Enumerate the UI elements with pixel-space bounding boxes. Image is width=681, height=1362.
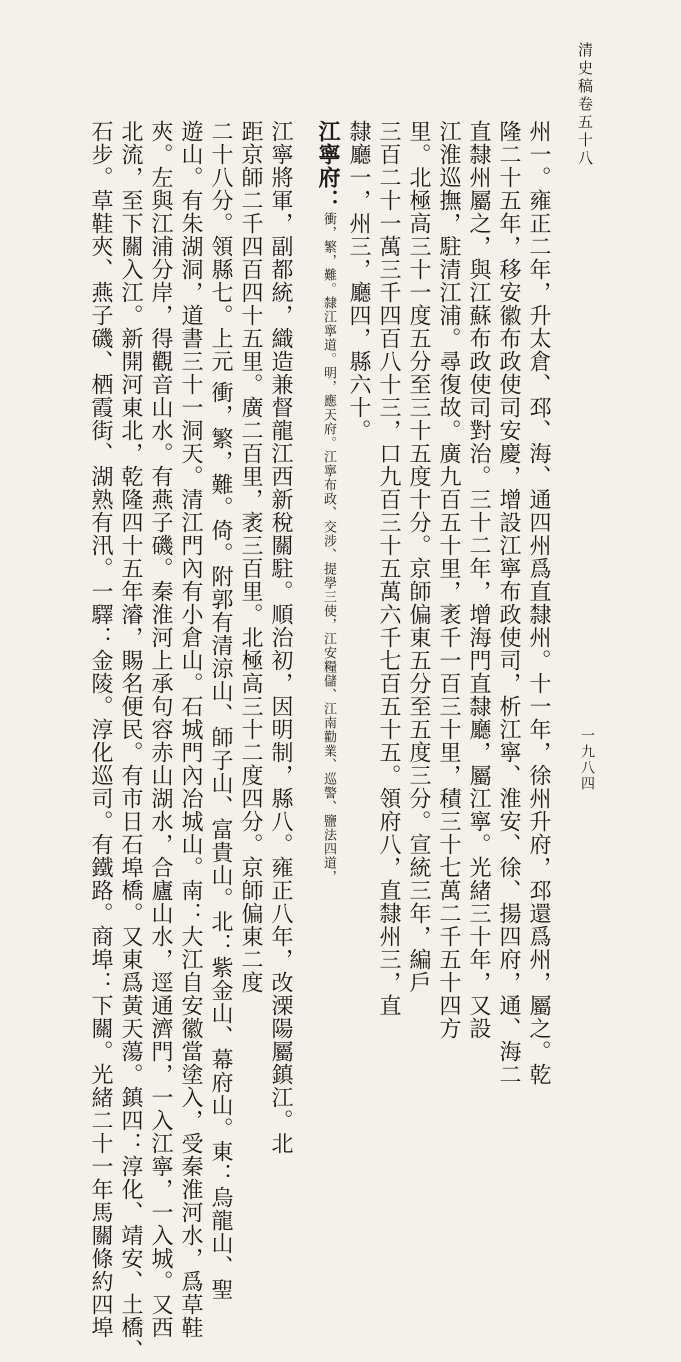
text-column: 隸廳一，州三，廳四，縣六十。 <box>346 120 371 442</box>
page-number: 一九八四 <box>579 728 595 792</box>
section-heading: 江寧府： <box>315 120 341 212</box>
text-column: 夾。左與江浦分岸，得觀音山水。有燕子磯。秦淮河上承句容赤山湖水，合廬山水，逕通濟門，一入江寧，一入城。又西 <box>148 120 173 1339</box>
text-column: 直隸州屬之，與江蘇布政使司對治。三十二年，增海門直隸廳，屬江寧。光緒三十年，又設 <box>466 120 491 1040</box>
section-heading-column <box>313 120 343 980</box>
text-column: 里。北極高三十一度五分至三十五度十分。京師偏東五分至五度三分。宣統三年，編戶 <box>406 120 431 994</box>
body-text <box>73 120 553 1362</box>
text-column: 三百二十一萬三千四百八十三，口九百三十五萬六千七百五十五。領府八，直隸州三，直 <box>376 120 401 1017</box>
text-column: 州一。雍正二年，升太倉、邳、海、通四州爲直隸州。十一年，徐州升府，邳還爲州，屬之。乾 <box>526 120 551 1086</box>
page-header: 清史稿卷五十八 <box>576 42 594 168</box>
text-column: 江寧將軍，副都統，織造兼督龍江西新稅關駐。順治初，因明制，縣八。雍正八年，改溧陽屬鎮江。北 <box>268 120 293 1155</box>
text-column: 距京師二千四百四十五里。廣二百里，袤三百里。北極高三十二度四分。京師偏東二度 <box>238 120 263 994</box>
text-column: 遊山。有朱湖洞，道書三十一洞天。清江門內有小倉山。石城門內冶城山。南：大江自安徽當塗入，受秦淮河水，爲草鞋 <box>178 120 203 1339</box>
text-column: 江淮巡撫，駐清江浦。尋復故。廣九百五十里，袤千一百三十里，積三十七萬二千五十四方 <box>436 120 461 1040</box>
text-column: 石步。草鞋夾、燕子磯、栖霞街、湖熟有汛。一驛：金陵。淳化巡司。有鐵路。商埠：下關。光緒二十一年馬關條約四埠 <box>88 120 113 1339</box>
heading-note: 衝，繁，難。隸江寧道。明，應天府。江寧布政、交涉、提學三使，江安糧儲、江南勸業、巡警、鹽法四道， <box>321 212 336 884</box>
text-column: 隆二十五年，移安徽布政使司安慶，增設江寧布政使司，析江寧、淮安、徐、揚四府，通、海二 <box>496 120 521 1086</box>
text-column: 北流，至下關入江。新開河東北，乾隆四十五年濬，賜名便民。有市日石埠橋。又東爲黃天蕩。鎮四：淳化、靖安、土橋、 <box>118 120 143 1362</box>
text-column: 二十八分。領縣七。上元 衝，繁，難。倚。附郭有清涼山、師子山、富貴山。北：紫金山、幕府山。東：烏龍山、聖 <box>208 120 233 1301</box>
